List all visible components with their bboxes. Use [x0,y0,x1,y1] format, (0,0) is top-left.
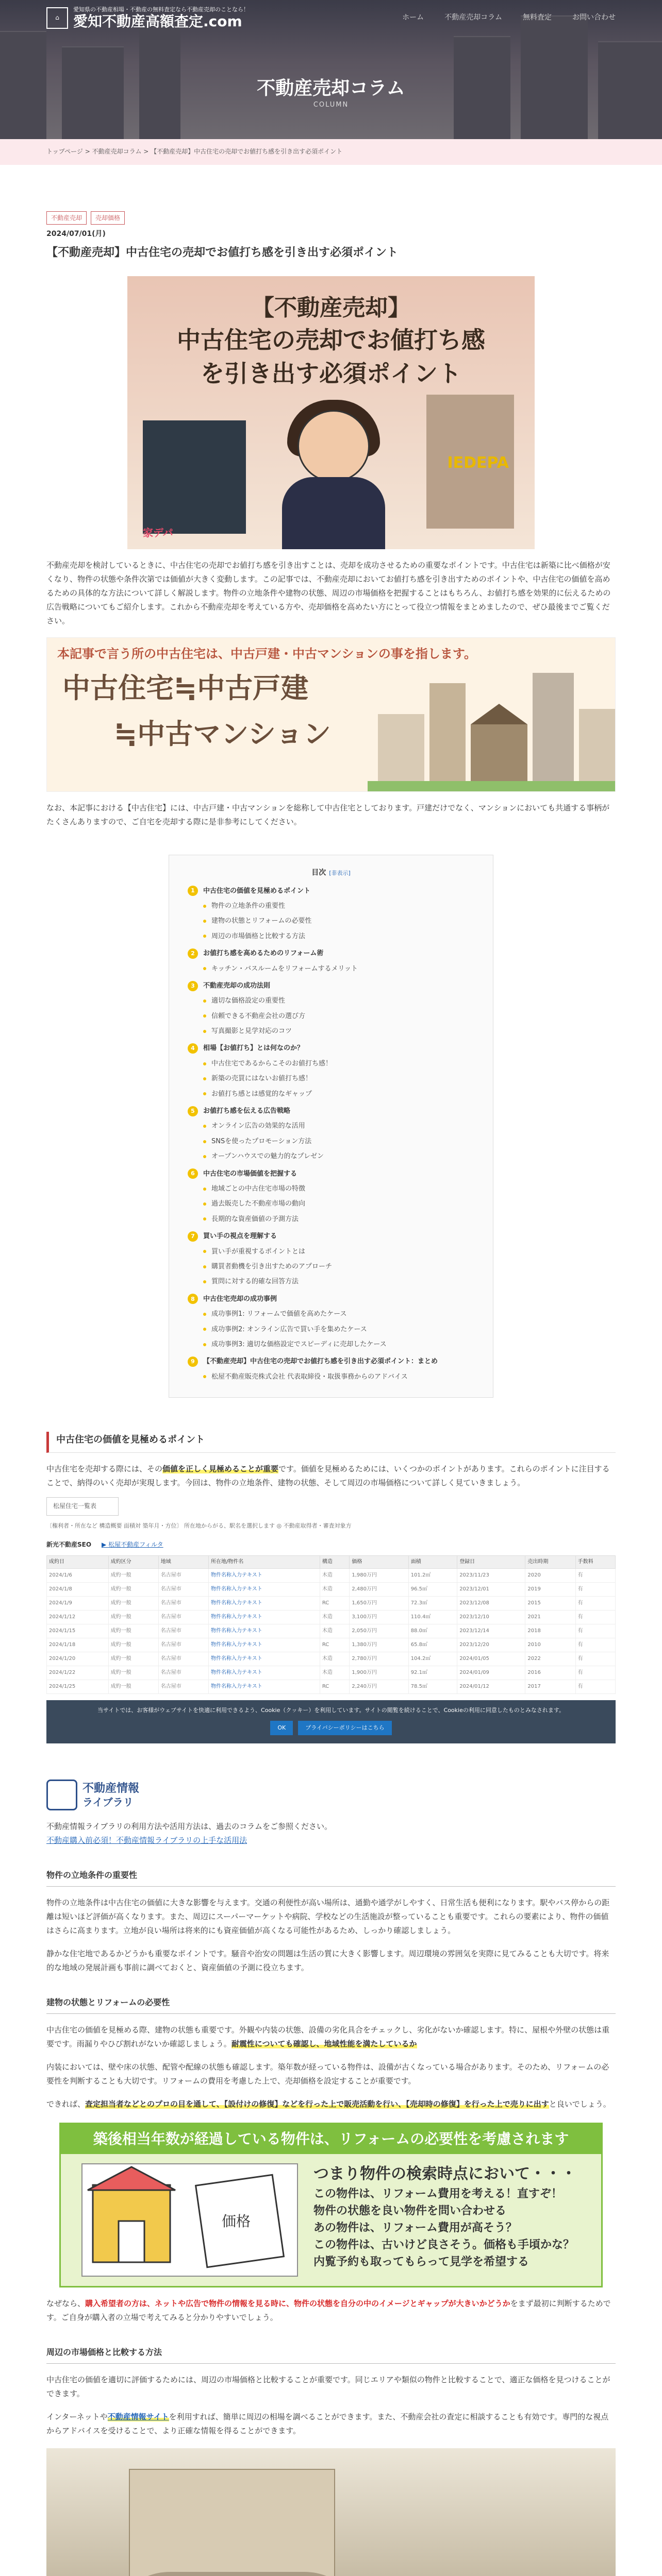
table-cell: 2023/12/08 [457,1597,525,1611]
banner-line1: 中古住宅≒中古戸建 [62,672,309,705]
cookie-banner [46,1700,616,1743]
toc-item[interactable] [203,1246,474,1258]
toc-item-label: 新築の売買にはないお値打ち感！ [211,1075,312,1083]
toc-section-label: 不動産売却の成功法則 [203,981,271,990]
toc-section-label: お値打ち感を伝える広告戦略 [203,1107,291,1115]
table-cell: 名古屋市 [158,1652,208,1666]
toc-item-label: 長期的な資産価値の予測方法 [211,1215,299,1223]
table-cell: 2023/12/01 [457,1583,525,1597]
toc-item-label: 成功事例3: 適切な価格設定でスピーディに売却したケース [211,1340,387,1348]
tag-list [46,211,616,225]
banner-top-text: 本記事で言う所の中古住宅は、中古戸建・中古マンションの事を指します。 [57,647,476,662]
table-row [47,1666,616,1680]
reform-banner-illustration [81,2163,298,2277]
house-list-box[interactable]: 松屋住宅一覧表 [46,1497,119,1516]
table-cell: 2017 [525,1680,575,1694]
table-cell: 成約一般 [108,1597,158,1611]
table-cell: 名古屋市 [158,1583,208,1597]
nav-item-column[interactable]: 不動産売却コラム [444,13,502,22]
toc-item[interactable] [203,1198,474,1210]
table-cell: 2024/01/12 [457,1680,525,1694]
toc-item-label: 中古住宅であるからこそのお値打ち感！ [211,1059,333,1067]
toc-section-label: 中古住宅の価値を見極めるポイント [203,887,311,895]
bullet-icon [203,1140,206,1143]
toc-section-label: 買い手の視点を理解する [203,1232,277,1241]
toc-item-label: お値打ち感とは感覚的なギャップ [211,1090,312,1098]
table-cell: 96.5㎡ [408,1583,457,1597]
table-header-cell: 所在地/物件名 [208,1556,320,1569]
table-cell: 2024/1/25 [47,1680,109,1694]
reform-banner-title: 築後相当年数が経過している物件は、リフォームの必要性を考慮されます [61,2124,601,2154]
toc-number-badge: 3 [188,981,198,991]
toc-item[interactable] [203,1371,474,1383]
table-cell: 65.8㎡ [408,1638,457,1652]
toc-item-label: オンライン広告の効果的な活用 [211,1122,305,1130]
property-link-cell[interactable]: 物件名称入力テキスト [208,1680,320,1694]
toc-item[interactable] [203,963,474,975]
toc-item[interactable] [203,1088,474,1100]
property-link-cell[interactable]: 物件名称入力テキスト [208,1597,320,1611]
logo-name: 愛知不動産高額査定.com [73,12,242,30]
bullet-icon [203,905,206,908]
bullet-icon [203,1280,206,1283]
table-header-row [47,1556,616,1569]
toc-number-badge: 1 [188,886,198,896]
property-link-cell[interactable]: 物件名称入力テキスト [208,1611,320,1624]
toc-section[interactable] [188,1230,474,1242]
table-cell: 2024/1/20 [47,1652,109,1666]
table-row [47,1569,616,1583]
toc-item[interactable] [203,1058,474,1070]
toc-section[interactable] [188,947,474,959]
property-link-cell[interactable]: 物件名称入力テキスト [208,1638,320,1652]
hero-title: 不動産売却コラム [257,78,405,99]
toc-number-badge: 6 [188,1168,198,1179]
bullet-icon [203,1125,206,1128]
table-cell: 1,980万円 [350,1569,408,1583]
table-cell: 成約一般 [108,1666,158,1680]
toc-item[interactable] [203,1183,474,1195]
toc-section[interactable] [188,1293,474,1305]
tag-sale[interactable]: 不動産売却 [46,211,87,225]
table-cell: 2024/01/09 [457,1666,525,1680]
table-cell: 木造 [320,1611,350,1624]
table-cell: 104.2㎡ [408,1652,457,1666]
bullet-icon [203,1092,206,1095]
bullet-icon [203,1202,206,1206]
property-link-cell[interactable]: 物件名称入力テキスト [208,1569,320,1583]
table-cell: 2024/1/9 [47,1597,109,1611]
toc-toggle-button[interactable]: [非表示] [329,870,351,877]
table-cell: RC [320,1597,350,1611]
table-cell: 成約一般 [108,1624,158,1638]
reform-banner-text: つまり物件の検索時点において・・・ この物件は、リフォーム費用を考える！直すぞ！ 物件の状態を良い物件を問い合わせる あの物件は、リフォーム費用が高そう？ この物件は、古いけど良さそう。価格も手頃かな？ 内覧予約も取ってもらって見学を希望する [313,2165,576,2269]
table-cell: 2019 [525,1583,575,1597]
character-face [297,410,370,482]
property-link-cell[interactable]: 物件名称入力テキスト [208,1652,320,1666]
property-link-cell[interactable]: 物件名称入力テキスト [208,1666,320,1680]
banner-line2: ≒中古マンション [114,718,331,751]
table-cell: 名古屋市 [158,1611,208,1624]
sec1-paragraph: 中古住宅を売却する際には、その価値を正しく見極めることが重要です。価値を見極めるためには、いくつかのポイントがあります。これらのポイントに注目することで、納得のいく売却が実現します。今回は、物件の立地条件、建物の状態、そして周辺の市場価格について詳しく見ていきましょう。 [46,1464,610,1488]
top-navigation [0,0,662,36]
table-row [47,1638,616,1652]
table-cell: 88.0㎡ [408,1624,457,1638]
sec4-paragraph-2: インターネットや不動産情報サイトを利用すれば、簡単に周辺の相場を調べることができます。また、不動産会社の査定に相談することも有効です。専門的な視点からアドバイスを受けることで、より正確な情報を得ることができます。 [46,2412,609,2435]
toc-section-label: お値打ち感を高めるためのリフォーム術 [203,950,324,958]
table-cell: 2024/1/6 [47,1569,109,1583]
library-title: 不動産情報 ライブラリ [82,1782,140,1808]
cookie-buttons [46,1721,616,1735]
table-cell: 有 [575,1611,615,1624]
table-cell: 成約一般 [108,1611,158,1624]
table-cell: 2020 [525,1569,575,1583]
table-cell: 名古屋市 [158,1638,208,1652]
toc-section[interactable] [188,980,474,992]
toc-number-badge: 5 [188,1106,198,1116]
table-cell: 名古屋市 [158,1680,208,1694]
bullet-icon [203,935,206,938]
note-paragraph: なお、本記事における【中古住宅】には、中古戸建・中古マンションを総称して中古住宅としております。戸建だけでなく、マンションにおいても共通する事柄がたくさんありますので、ご自宅を売却する際に是非参考にしてください。 [46,803,610,827]
table-cell: 2022 [525,1652,575,1666]
bullet-icon [203,1250,206,1253]
table-row [47,1583,616,1597]
toc-item-label: 松屋不動産販売株式会社 代表取締役・取扱事務からのアドバイス [211,1372,408,1381]
table-cell: 名古屋市 [158,1624,208,1638]
bullet-icon [203,1328,206,1331]
table-cell: RC [320,1680,350,1694]
toc-item-label: 写真撮影と見学対応のコツ [211,1027,292,1036]
eyecatch-image [127,276,535,549]
table-cell: 2,050万円 [350,1624,408,1638]
toc-item[interactable] [203,1276,474,1287]
table-header-cell: 売出時期 [525,1556,575,1569]
logo-mark-icon: ⌂ [46,7,68,29]
post-date: 2024/07/01(月) [46,229,106,238]
sec2-paragraph-2: 静かな住宅地であるかどうかも重要なポイントです。騒音や治安の問題は生活の質に大きく影響します。周辺環境の雰囲気を実際に見てみることも大切です。将来的な地域の発展計画も事前に調べておくと、資産価値の予測に役立ちます。 [46,1949,609,1973]
toc-number-badge: 2 [188,948,198,959]
table-cell: 名古屋市 [158,1597,208,1611]
toc-item-label: 信頼できる不動産会社の選び方 [211,1012,306,1020]
logo-subtitle: 愛知県の不動産相場・不動産の無料査定なら不動産売却のことなら！ [73,6,249,13]
table-cell: 有 [575,1638,615,1652]
table-cell: 有 [575,1666,615,1680]
toc-item[interactable] [203,1324,474,1335]
toc-section-label: 中古住宅の市場価値を把握する [203,1170,297,1178]
table-cell: 有 [575,1569,615,1583]
toc-body [188,885,474,1383]
toc-item-label: 購買者動機を引き出すためのアプローチ [211,1262,333,1270]
table-cell: 有 [575,1597,615,1611]
table-body [47,1569,616,1694]
toc-section-label: 【不動産売却】中古住宅の売却でお値打ち感を引き出す必須ポイント：まとめ [203,1358,438,1366]
section-heading-market: 周辺の市場価格と比較する方法 [46,2345,616,2364]
toc-section[interactable] [188,1105,474,1117]
table-cell: 木造 [320,1652,350,1666]
table-cell: 成約一般 [108,1638,158,1652]
toc-item-label: 過去販売した不動産市場の動向 [211,1200,306,1208]
bullet-icon [203,1014,206,1018]
library-link[interactable]: 不動産購入前必須！不動産情報ライブラリの上手な活用法 [46,1836,247,1845]
toc-item[interactable] [203,1261,474,1273]
table-row [47,1597,616,1611]
store-image [129,2469,335,2576]
table-row [47,1624,616,1638]
eyecatch-line1: 【不動産売却】 [252,295,410,321]
table-header-cell: 価格 [350,1556,408,1569]
house-search-icon [82,2164,297,2276]
library-icon [46,1780,77,1810]
table-cell: 1,650万円 [350,1597,408,1611]
nav-item-home[interactable]: ホーム [402,13,424,22]
city-illustration [368,652,615,791]
table-cell: 2023/11/23 [457,1569,525,1583]
bullet-icon [203,967,206,970]
bullet-icon [203,999,206,1003]
bullet-icon [203,1155,206,1158]
bullet-icon [203,1313,206,1316]
table-row [47,1680,616,1694]
toc-item-label: SNSを使ったプロモーション方法 [211,1137,312,1145]
table-of-contents [169,855,493,1398]
toc-title: 目次 [非表示] [311,869,351,877]
toc-section-label: 中古住宅売却の成功事例 [203,1295,277,1303]
table-cell: 2024/1/18 [47,1638,109,1652]
table-cell: 有 [575,1652,615,1666]
svg-text:価格: 価格 [222,2213,251,2230]
property-link-cell[interactable]: 物件名称入力テキスト [208,1624,320,1638]
bullet-icon [203,1030,206,1033]
table-cell: 92.1㎡ [408,1666,457,1680]
table-cell: 有 [575,1624,615,1638]
toc-item-label: 買い手が重視するポイントとは [211,1247,306,1256]
toc-item-label: 適切な価格設定の重要性 [211,997,286,1005]
table-header-cell: 地域 [158,1556,208,1569]
sec2-paragraph-1: 物件の立地条件は中古住宅の価値に大きな影響を与えます。交通の利便性が高い場所は、通勤や通学がしやすく、日常生活も便利になります。駅やバス停からの距離は短いほど評価が高くなります。また、周辺にスーパーマーケットや病院、学校などの生活施設が整っていることも重要です。これらの要素により、物件の価値はさらに高まります。立地が良い場所は将来的にも資産価値が高くなる可能性があるため、しっかり確認しましょう。 [46,1898,610,1936]
toc-item-label: 成功事例2: オンライン広告で買い手を集めたケース [211,1325,367,1333]
toc-section[interactable] [188,1042,474,1054]
definition-banner [46,637,616,792]
eyecatch-brand-right: IEDEPA [447,454,509,472]
table-cell: 有 [575,1583,615,1597]
toc-item[interactable] [203,915,474,927]
table-cell: 2,240万円 [350,1680,408,1694]
privacy-policy-button[interactable]: プライバシーポリシーはこちら [298,1721,391,1735]
nav-item-assessment[interactable]: 無料査定 [523,13,552,22]
bullet-icon [203,1265,206,1268]
toc-item[interactable] [203,900,474,912]
toc-item-label: 建物の状態とリフォームの必要性 [211,917,312,925]
table-row [47,1611,616,1624]
table-cell: 2015 [525,1597,575,1611]
sec3-paragraph-2: 内装においては、壁や床の状態、配管や配線の状態も確認します。築年数が経っている物件は、設備が古くなっている場合があります。そのため、リフォームの必要性を判断することも大切です。リフォームの費用を考慮した上で、売却価格を設定することが重要です。 [46,2062,609,2086]
table-cell: 2024/1/8 [47,1583,109,1597]
toc-item-label: 地域ごとの中古住宅市場の特徴 [211,1184,306,1193]
hero-header [0,0,662,139]
table-cell: 2,480万円 [350,1583,408,1597]
table-cell: 成約一般 [108,1583,158,1597]
search-note: 〔権利者・所在など 構造概要 面積対 築年月・方位〕 所在地からがる、駅名を選択します ◎ 不動産取得者・審査対象方 [46,1522,352,1530]
toc-item-label: オープンハウスでの魅力的なプレゼン [211,1153,324,1161]
table-cell: 名古屋市 [158,1666,208,1680]
table-cell: 1,380万円 [350,1638,408,1652]
table-cell: 2023/12/14 [457,1624,525,1638]
toc-number-badge: 9 [188,1357,198,1367]
intro-paragraph: 不動産売却を検討しているときに、中古住宅の売却でお値打ち感を引き出すことは、売却を成功させるための重要なポイントです。中古住宅は新築に比べ価格が安くなり、物件の状態や条件次第では価値が大きく変動します。この記事では、不動産売却においてお値打ち感を引き出すためのポイントや、中古住宅の価値を高めるための具体的な方法について詳しく解説します。物件の立地条件や建物の状態、周辺の市場価格を把握することはもちろん、お値打ち感を効果的に伝えるための広告戦略についてもご紹介します。これから不動産売却を考えている方や、売却価格を高めたい方にとって役立つ情報をまとめましたので、ぜひ最後までご覧ください。 [46,561,611,626]
sec4-paragraph-1: 中古住宅の価値を適切に評価するためには、周辺の市場価格と比較することが重要です。同じエリアや類似の物件と比較することで、適正な価格を見つけることができます。 [46,2375,610,2398]
toc-item-label: 質問に対する的確な回答方法 [211,1278,299,1286]
toc-item[interactable] [203,1338,474,1350]
eyecatch-brand-left: 家デパ [143,527,173,539]
table-cell: 有 [575,1680,615,1694]
section-heading-value: 中古住宅の価値を見極めるポイント [46,1432,616,1453]
table-cell: 2010 [525,1638,575,1652]
toc-item[interactable] [203,1025,474,1037]
article-main [46,165,616,2576]
toc-item[interactable] [203,1308,474,1320]
toc-item[interactable] [203,1120,474,1132]
table-cell: 2018 [525,1624,575,1638]
table-header-cell: 登録日 [457,1556,525,1569]
table-header-cell: 成約日 [47,1556,109,1569]
bullet-icon [203,1188,206,1191]
real-estate-site-link[interactable]: 不動産情報サイト [107,2412,169,2421]
table-cell: 101.2㎡ [408,1569,457,1583]
toc-item[interactable] [203,1213,474,1225]
property-link-cell[interactable]: 物件名称入力テキスト [208,1583,320,1597]
breadcrumb[interactable]: トップページ > 不動産売却コラム > 【不動産売却】中古住宅の売却でお値打ち感を引き出す必須ポイント [0,139,662,165]
toc-item-label: 成功事例1: リフォームで価値を高めたケース [211,1310,347,1318]
toc-item[interactable] [203,1150,474,1162]
toc-item[interactable] [203,1136,474,1147]
table-cell: 2024/1/12 [47,1611,109,1624]
table-cell: RC [320,1638,350,1652]
bullet-icon [203,1343,206,1346]
global-nav [402,11,616,24]
table-row [47,1652,616,1666]
table-cell: 2023/12/20 [457,1638,525,1652]
table-header-cell: 成約区分 [108,1556,158,1569]
sec3-paragraph-3: できれば、査定担当者などとのプロの目を通して、【設付けの修復】などを行った上で販売活動を行い、【売却時の修復】を行った上で売りに出すと良いでしょう。 [46,2099,611,2109]
table-cell: 2021 [525,1611,575,1624]
section-heading-location: 物件の立地条件の重要性 [46,1868,616,1887]
transaction-table [46,1555,616,1694]
table-filter-link[interactable]: ▶ 松屋不動産フィルタ [102,1540,163,1548]
table-cell: 成約一般 [108,1652,158,1666]
toc-number-badge: 7 [188,1231,198,1242]
table-cell: 木造 [320,1624,350,1638]
table-header-cell: 手数料 [575,1556,615,1569]
character-suit [282,477,385,549]
article-title: 【不動産売却】中古住宅の売却でお値打ち感を引き出す必須ポイント [46,246,399,259]
table-cell: 木造 [320,1569,350,1583]
bullet-icon [203,1077,206,1080]
library-text: 不動産情報ライブラリの利用方法や活用方法は、過去のコラムをご参照ください。 [46,1822,332,1832]
table-cell: 2024/01/05 [457,1652,525,1666]
table-cell: 木造 [320,1666,350,1680]
cookie-ok-button[interactable]: OK [270,1721,293,1735]
toc-item-label: キッチン・バスルームをリフォームするメリット [211,964,358,973]
table-cell: 2023/12/10 [457,1611,525,1624]
table-cell: 1,900万円 [350,1666,408,1680]
table-cell: 成約一般 [108,1569,158,1583]
table-title-row [46,1539,616,1551]
site-logo[interactable] [46,6,249,29]
table-header-cell: 面積 [408,1556,457,1569]
toc-item[interactable] [203,1010,474,1022]
table-cell: 72.3㎡ [408,1597,457,1611]
toc-number-badge: 4 [188,1043,198,1054]
toc-item[interactable] [203,1073,474,1084]
library-logo [46,1780,616,1810]
toc-item-label: 周辺の市場価格と比較する方法 [211,932,306,940]
toc-item[interactable] [203,995,474,1007]
table-cell: 3,100万円 [350,1611,408,1624]
table-title: 新光不動産SEO [46,1540,92,1548]
toc-number-badge: 8 [188,1294,198,1304]
bullet-icon [203,1062,206,1065]
table-cell: 木造 [320,1583,350,1597]
cookie-text: 当サイトでは、お客様がウェブサイトを快適に利用できるよう、Cookie（クッキー）を利用しています。サイトの閲覧を続けることで、Cookieの利用に同意したものとみなされます。 [97,1707,565,1714]
company-photo [46,2448,616,2576]
toc-item[interactable] [203,930,474,942]
toc-item-label: 物件の立地条件の重要性 [211,902,286,910]
sec3-paragraph-1: 中古住宅の価値を見極める際、建物の状態も重要です。外観や内装の状態、設備の劣化具合をチェックし、劣化がないか確認します。特に、屋根や外壁の状態は重要です。雨漏りやひび割れがないか確認しましょう。耐震性についても確認し、地域性能を満たしているか [46,2025,610,2049]
eyecatch-line2: 中古住宅の売却でお値打ち感を引き出す必須ポイント [177,326,485,387]
house-illustration [143,420,246,534]
sec3b-paragraph: なぜなら、購入希望者の方は、ネットや広告で物件の情報を見る時に、物件の状態を自分の中のイメージとギャップが大きいかどうかをまず最初に判断するためです。ご自身が購入者の立場で考えてみると分かりやすいでしょう。 [46,2299,611,2323]
tag-price[interactable]: 売却価格 [91,211,125,225]
table-cell: 2024/1/22 [47,1666,109,1680]
table-cell: 78.5㎡ [408,1680,457,1694]
table-cell: 2024/1/15 [47,1624,109,1638]
bullet-icon [203,1375,206,1378]
table-cell: 成約一般 [108,1680,158,1694]
table-cell: 2016 [525,1666,575,1680]
toc-section[interactable] [188,885,474,897]
table-cell: 110.4㎡ [408,1611,457,1624]
section-heading-building: 建物の状態とリフォームの必要性 [46,1995,616,2014]
nav-item-contact[interactable]: お問い合わせ [572,13,616,22]
table-header-cell: 構造 [320,1556,350,1569]
toc-section[interactable] [188,1355,474,1367]
bullet-icon [203,920,206,923]
toc-section-label: 相場【お値打ち】とは何なのか？ [203,1044,304,1053]
hero-subtitle: COLUMN [313,101,349,109]
toc-section[interactable] [188,1168,474,1180]
reform-banner [59,2123,603,2287]
bullet-icon [203,1217,206,1221]
table-cell: 2,780万円 [350,1652,408,1666]
table-cell: 名古屋市 [158,1569,208,1583]
